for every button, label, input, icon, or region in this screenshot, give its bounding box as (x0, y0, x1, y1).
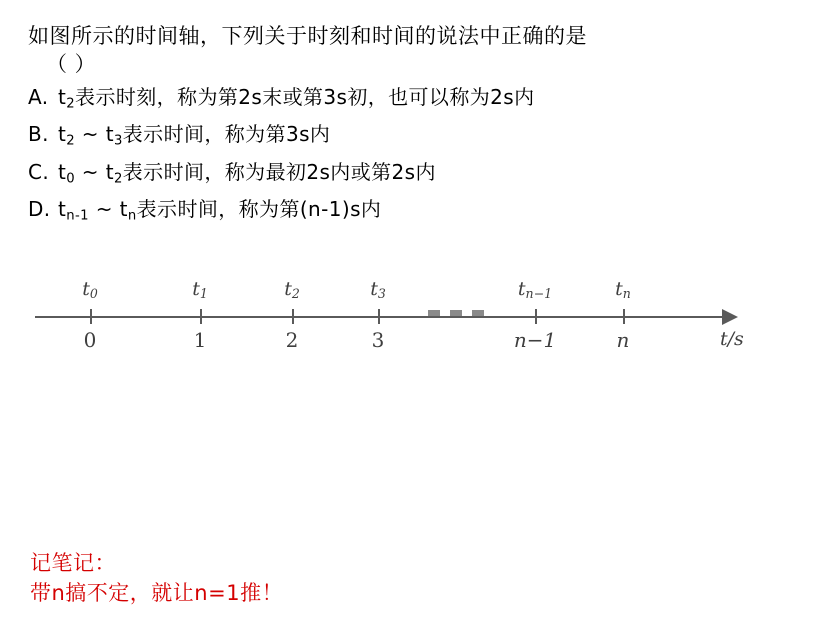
option-b[interactable] (28, 119, 808, 156)
option-a-letter: A. (28, 85, 49, 109)
note-line-2: 带n搞不定，就让n=1推！ (30, 581, 284, 605)
options-list (28, 82, 808, 231)
axis-time-label: $t_2$ (284, 278, 300, 302)
axis-time-label: $t_1$ (192, 278, 208, 302)
axis-tick (90, 309, 92, 324)
axis-tick (200, 309, 202, 324)
option-c-text: $t_0$ ~ $t_2$表示时间，称为最初2s内或第2s内 (58, 159, 436, 186)
axis-break-dashes (428, 310, 492, 316)
axis-value-label: n−1 (513, 328, 557, 352)
axis-time-label: $t_0$ (82, 278, 98, 302)
axis-tick (535, 309, 537, 324)
axis-tick (623, 309, 625, 324)
option-d-text: $t_{n-1}$ ~ $t_n$表示时间，称为第(n-1)s内 (58, 196, 382, 224)
axis-value-label: 2 (285, 328, 299, 352)
option-d-letter: D. (28, 196, 51, 221)
option-a-text: $t_2$表示时刻，称为第2s末或第3s初，也可以称为2s内 (58, 85, 535, 112)
axis-unit-label: t/s (720, 328, 744, 350)
question-stem: 如图所示的时间轴，下列关于时刻和时间的说法中正确的是 (28, 24, 587, 48)
option-b-text: $t_2$ ~ $t_3$表示时间，称为第3s内 (58, 122, 331, 149)
option-d[interactable] (28, 194, 808, 231)
option-c-letter: C. (28, 159, 50, 184)
note-line-1: 记笔记： (30, 551, 116, 575)
axis-value-label: 1 (193, 328, 207, 352)
axis-line (35, 316, 725, 318)
axis-time-label: $t_3$ (370, 278, 386, 302)
time-axis-figure (30, 262, 760, 372)
axis-value-label: 0 (83, 328, 97, 352)
axis-arrow-icon (722, 309, 738, 325)
answer-blank: （ ） (46, 52, 97, 76)
option-c[interactable] (28, 157, 808, 194)
question-block (28, 22, 808, 231)
note-block (30, 548, 283, 608)
axis-tick (292, 309, 294, 324)
option-a[interactable] (28, 82, 808, 119)
axis-time-label: $t_n$ (615, 278, 631, 302)
axis-tick (378, 309, 380, 324)
option-b-letter: B. (28, 122, 49, 147)
axis-value-label: 3 (371, 328, 385, 352)
axis-value-label: n (616, 328, 630, 352)
axis-time-label: $t_{n-1}$ (517, 278, 553, 302)
